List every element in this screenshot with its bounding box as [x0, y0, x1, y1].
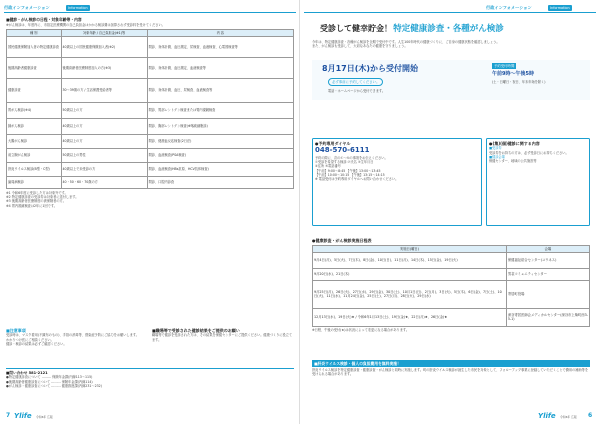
headline: [320, 24, 590, 35]
date-banner: [312, 60, 590, 100]
hepatitis-title: ■肝炎ウイルス検診・個人の負担費用を無料実施！: [312, 360, 590, 367]
time-label: 予約受付時間: [494, 63, 515, 68]
schedule-row: [313, 252, 590, 268]
reservation-title: ●予約専用ダイヤル: [315, 141, 351, 146]
table-row: [7, 134, 294, 148]
checkup-info-box: [486, 138, 590, 226]
right-page-number: 6: [588, 411, 593, 419]
table-cell: 問診、口腔内診査: [147, 176, 293, 188]
right-page: [300, 0, 600, 424]
checkup-info-item: ■健診会場: [489, 155, 505, 160]
headline-part2: 特定健康診査・各種がん検診: [393, 24, 504, 34]
schedule-date: 9月4日(月)、5日(火)、7日(木)、8日(金)、10日(日)、11日(月)、14日(木)、15日(金)、19日(火): [313, 252, 507, 268]
hepatitis-body: 肝炎ウイルス検診を特定健康診査・健康診査・がん検診と同時に実施します。町の肝炎ウイルス検診が誕生した市民を対象として、フォローアップ事業に登録していただくことで費用の補助等を受けられる場合があります。: [312, 367, 589, 377]
hepatitis-section: [312, 360, 590, 376]
table-cell: 50歳以上の方: [61, 102, 147, 118]
caution-item: 受診時は、マスク着用(不織布のもの)、手指の消毒等、感染症予防にご協力をお願いします。: [6, 333, 139, 338]
table-header-row: [7, 29, 294, 36]
table-cell: 問診、胃部レントゲン検査または胃内視鏡検査: [147, 102, 293, 118]
left-content: [6, 17, 294, 208]
table-cell: 問診、血液検査(HBs抗原、HCV抗体検査): [147, 162, 293, 176]
reservation-item: 【午前】10:00～10:15 【午後】13:15～14:15: [315, 173, 385, 178]
left-header-bar: [4, 5, 296, 13]
table-notes: [6, 191, 294, 208]
contact-item: ●後期高齢者健康診査について ……… 保険年金課(内線114): [6, 379, 93, 384]
table-cell: 肝炎ウイルス検診(B型・C型): [7, 162, 62, 176]
table-cell: 前立腺がん検診: [7, 148, 62, 162]
table-cell: 50歳以上の男性: [61, 148, 147, 162]
table-cell: 歯周病検診: [7, 176, 62, 188]
table-row: [7, 36, 294, 57]
reservation-item: ※ 電話受付は予約専用ダイヤルへお問い合わせください。: [315, 177, 399, 182]
table-cell: 問診、胸部レントゲン検査(※喀痰細胞診): [147, 118, 293, 134]
reservation-box: [312, 138, 482, 226]
result-request-title: ■職場等で受診された健診結果をご提供のお願い: [152, 328, 240, 333]
table-row: [7, 102, 294, 118]
left-page-number: 7: [6, 411, 11, 419]
intro-block: [312, 40, 590, 49]
schedule-row: [313, 268, 590, 280]
left-logo: Ylife: [14, 411, 32, 420]
reservation-item: 予約の際に、次の①～⑤の事項をお伝えください。: [315, 155, 388, 160]
checkup-info-title: ●(集)(個)健診に関する内容: [489, 141, 540, 146]
table-cell: 肺がん検診: [7, 118, 62, 134]
schedule-venue: 男衾コミュニティセンター: [506, 268, 589, 280]
table-cell: 健康診査: [7, 78, 62, 102]
schedule-venue: 保健福祉総合センター(ユウネス): [506, 252, 589, 268]
table-cell: 40歳以上の方: [61, 134, 147, 148]
table-cell: 30～39歳の方 / 生活保護受給者等: [61, 78, 147, 102]
table-note: ※3 後期高齢者医療制度の被保険者の方。: [6, 199, 66, 204]
reservation-item: 【午前】9:00～8:45 【午後】13:00～13:45: [315, 168, 381, 173]
right-logo: Ylife: [538, 411, 556, 420]
table-cell: 40歳以上の国民健康保険加入者(※2): [61, 36, 147, 57]
table-row: [7, 148, 294, 162]
table-cell: 後期高齢者健康診査: [7, 57, 62, 78]
table-row: [7, 57, 294, 78]
start-date: 8月17日(木)から受付開始: [322, 64, 419, 73]
caution-item: 健診・検診の結果は必ずご確認ください。: [6, 342, 67, 347]
left-header-title: 行政インフォメーション: [4, 5, 50, 10]
checkup-info-item: 保健センター、地域の公共施設等: [489, 159, 537, 164]
headline-part1: 受診して健幸貯金！: [320, 24, 392, 33]
table-cell: 後期高齢者医療制度加入の方(※3): [61, 57, 147, 78]
table-note: ※4 胃内視鏡検査は2年に1回です。: [6, 203, 57, 208]
table-cell: 胃がん検診(※4): [7, 102, 62, 118]
table-row: [7, 162, 294, 176]
table-note: ※2 特定健康診査の受診券は対象者に送付します。: [6, 195, 79, 200]
table-cell: 40歳以上の方: [61, 118, 147, 134]
reservation-required-pill: 必ず事前に予約してください。: [328, 78, 383, 86]
schedule-table: [312, 245, 590, 327]
schedule-header-row: [313, 245, 590, 252]
table-header-cell: 対象年齢 / 自己負担金(※1)等: [61, 29, 147, 36]
schedule-date: 9月25日(月)、26日(火)、27日(水)、29日(金)、30日(土)、10月1日(日)、2日(月)、3日(火)、5日(木)、6日(金)、7日(土)、10日(火)、11日(水)、11月24日(金)、25日(土)、27日(月)、28日(火)、29日(水): [313, 280, 507, 308]
schedule-title: ●健康診査・がん検診実施日程表: [312, 238, 372, 243]
schedule-header-cell: 会場: [506, 245, 589, 252]
caution-item: かかりつけ医にご相談ください。: [6, 337, 54, 342]
schedule-header-cell: 実施日(曜日): [313, 245, 507, 252]
table-cell: 問診、血液検査(PSA検査): [147, 148, 293, 162]
table-note: ※1 令和6年度に受診した方は対象外です。: [6, 190, 68, 195]
caution-section: [6, 328, 146, 346]
schedule-section: [312, 238, 590, 332]
reservation-item: ①受診を希望する検診 ②氏名 ③生年月日: [315, 160, 374, 165]
right-logo-sub: 令和6年 広報: [560, 415, 577, 420]
reservation-item: ④住所 ⑤電話番号: [315, 164, 341, 169]
checkup-info-item: 受診券をお持ちの方は、必ず受診日にお持ちください。: [489, 150, 569, 155]
table-row: [7, 176, 294, 188]
schedule-row: [313, 308, 590, 326]
table-cell: 問診、身体計測、血圧測定、尿検査、血液検査、心電図検査等: [147, 36, 293, 57]
reservation-note: 電話・ホームページから受付できます。: [328, 89, 386, 93]
result-request-section: [152, 328, 294, 342]
table-row: [7, 78, 294, 102]
contact-label: ■問い合わせ 581-2121: [6, 370, 48, 375]
table-row: [7, 118, 294, 134]
right-header-bar: [304, 5, 596, 13]
intro-text-2: また、がん検診も受診して、大切なあなたの健康を守りましょう。: [312, 44, 408, 49]
schedule-date: 9月20日(水)、21日(木): [313, 268, 507, 280]
reception-time: 午前9時～午後5時: [492, 71, 534, 77]
table-header-cell: 内 容: [147, 29, 293, 36]
schedule-venue: 寄居町役場: [506, 280, 589, 308]
table-cell: 40・50・60・70歳の方: [61, 176, 147, 188]
result-request-body: 職場等で健診を受診された方は、その結果を保健センターにご提供ください。健康づくりに役立てます。: [152, 333, 293, 342]
table-cell: 問診、便潜血反応検査(2日法): [147, 134, 293, 148]
contact-section: [6, 368, 294, 388]
table-cell: 問診、身体計測、血圧、尿検査、血液検査等: [147, 78, 293, 102]
schedule-row: [313, 280, 590, 308]
checkup-info-item: ■受診券: [489, 146, 502, 151]
schedule-date: 12月13日(水)、19日(火)★ / 令和6年1月13日(土)、19日(金)★、22日(月)★、26日(金)★: [313, 308, 507, 326]
reservation-phone[interactable]: 048-570-6111: [315, 146, 370, 155]
reception-time-note: (土・日曜日・祝日、年末年始を除く): [492, 80, 546, 84]
table-header-cell: 種 別: [7, 29, 62, 36]
table-cell: 問診、身体計測、血圧測定、血液検査等: [147, 57, 293, 78]
left-section-sub: ※がん検診は、年度内に、市指定医療機関の自己負担金はかかる検診費は加算されず受診料を受けてください。: [6, 22, 165, 27]
caution-title: ■注意事項: [6, 328, 26, 333]
right-header-badge: Information: [550, 5, 570, 10]
schedule-venue: 深谷寄居医師会メディカルセンター(深谷市上柴町西3-5-1): [506, 308, 589, 326]
table-cell: 大腸がん検診: [7, 134, 62, 148]
checkup-table: [6, 29, 294, 189]
table-cell: 国民健康保険加入者の特定健康診査: [7, 36, 62, 57]
right-header-title: 行政インフォメーション: [486, 5, 532, 10]
left-header-badge: Information: [68, 5, 88, 10]
left-logo-sub: 令和6年 広報: [36, 415, 53, 420]
contact-item: ●特定健康診査について ……… 保険年金課(内線113～115): [6, 375, 93, 380]
intro-text: 今年は、特定健康診査・各種がん検診を全期で受付中です。人生100年時代の健康づくりに、ご自身の健康状態を確認しましょう。: [312, 40, 500, 44]
contact-item: ●がん検診・健康診査について ……… 健康推進課(内線231～232): [6, 383, 102, 388]
left-section-title: ■健診・がん検診の日程・対象年齢等・内容: [6, 17, 82, 22]
schedule-note: ※日程、午後の受付(★)は状況によって変更になる場合があります。: [312, 327, 410, 332]
table-cell: 40歳以上で未受診の方: [61, 162, 147, 176]
